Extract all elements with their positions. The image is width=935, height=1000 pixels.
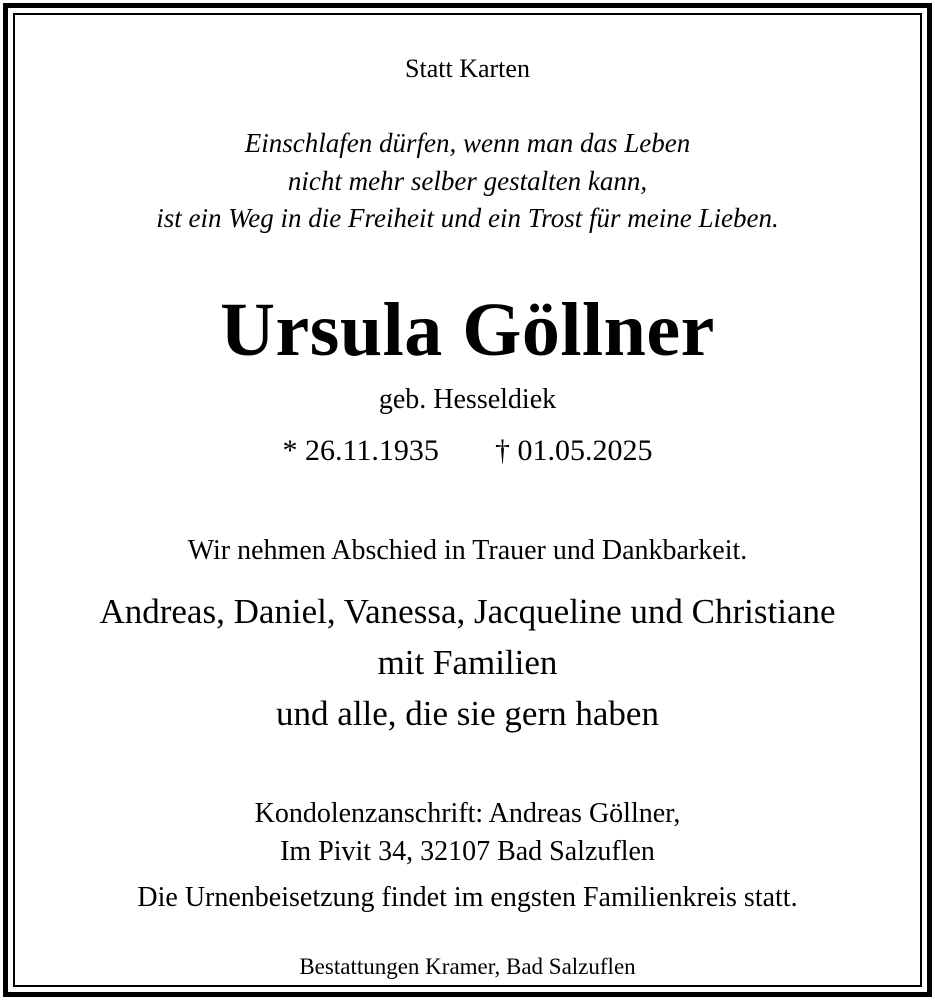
family-line-2: mit Familien	[377, 643, 558, 682]
family-line-3: und alle, die sie gern haben	[276, 694, 659, 733]
burial-note: Die Urnenbeisetzung findet im engsten Familienkreis statt.	[137, 882, 798, 913]
verse-line-2: nicht mehr selber gestalten kann,	[287, 166, 648, 196]
undertaker: Bestattungen Kramer, Bad Salzuflen	[299, 954, 636, 979]
farewell-text: Wir nehmen Abschied in Trauer und Dankbarkeit.	[187, 535, 748, 566]
life-dates	[0, 436, 935, 466]
deceased-name: Ursula Göllner	[220, 288, 715, 372]
verse-line-3: ist ein Weg in die Freiheit und ein Trost für meine Lieben.	[156, 203, 779, 233]
verse-line-1: Einschlafen dürfen, wenn man das Leben	[244, 128, 691, 158]
family-line-1: Andreas, Daniel, Vanessa, Jacqueline und Christiane	[99, 592, 836, 631]
death-date: † 01.05.2025	[494, 434, 653, 467]
condolence-address-line-2: Im Pivit 34, 32107 Bad Salzuflen	[280, 836, 655, 867]
birth-date: * 26.11.1935	[282, 434, 439, 467]
notice-header: Statt Karten	[405, 54, 530, 83]
condolence-address-line-1: Kondolenzanschrift: Andreas Göllner,	[254, 798, 681, 829]
maiden-name: geb. Hesseldiek	[378, 384, 557, 415]
